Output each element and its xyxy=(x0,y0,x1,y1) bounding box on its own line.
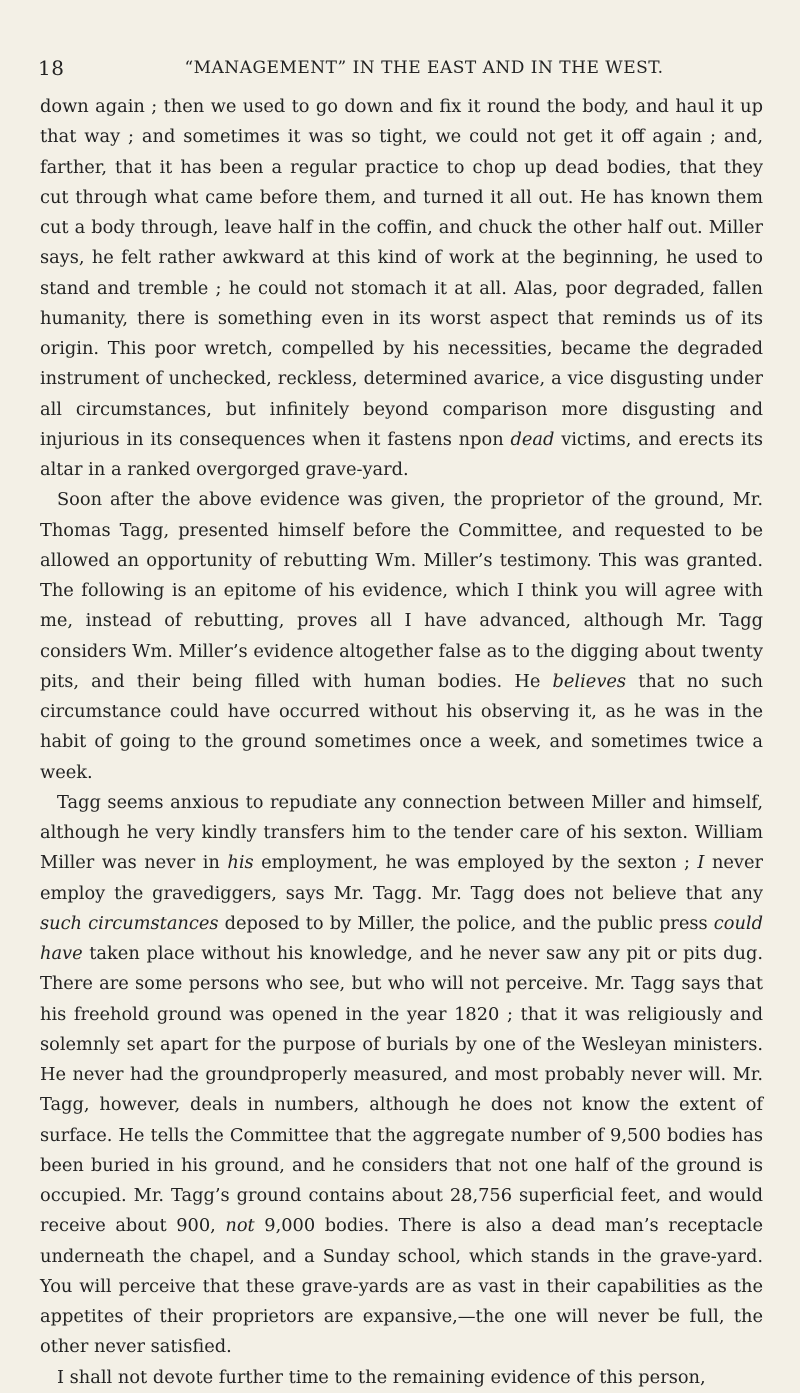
text-span: Tagg seems anxious to repudiate any connection between Miller and himself, although he very kindly transfers him to the tender care of his sexton. William Miller was never in xyxy=(40,791,763,874)
text-span: never employ the gravediggers, says Mr. Tagg. Mr. Tagg does not believe that any xyxy=(40,852,763,904)
text-span: that no such circumstance could have occurred without his observing it, as he was in the habit of going to the ground sometimes once a week, and sometimes twice a week. xyxy=(40,670,763,783)
body-text xyxy=(40,92,763,1393)
running-head: “MANAGEMENT” IN THE EAST AND IN THE WEST. xyxy=(184,58,664,78)
text-span: deposed to by Miller, the police, and the public press xyxy=(218,912,714,934)
paragraph-2 xyxy=(40,485,763,788)
page-number: 18 xyxy=(38,56,65,80)
italic-span: dead xyxy=(510,428,555,450)
text-span: Soon after the above evidence was given, the proprietor of the ground, Mr. Thomas Tagg, presented himself before the Committee, and requested to be allowed an opportunity of rebutting Wm. Miller’s testimony. This was granted. The following is an epitome of his evidence, which I think you will agree with me, instead of rebutting, proves all I have advanced, although Mr. Tagg considers Wm. Miller’s evidence altogether false as to the digging about twenty pits, and their being filled with human bodies. He xyxy=(40,489,763,692)
italic-span: I xyxy=(697,852,705,874)
text-span: down again ; then we used to go down and fix it round the body, and haul it up that way ; and sometimes it was so tight, we could not get it off again ; and, farther, that it has been a regular practice to chop up dead bodies, that they cut through what came before them, and turned it all out. He has known them cut a body through, leave half in the coffin, and chuck the other half out. Miller says, he felt rather awkward at this kind of work at the beginning, he used to stand and tremble ; he could not stomach it at all. Alas, poor degraded, fallen humanity, there is something even in its worst aspect that reminds us of its origin. This poor wretch, compelled by his necessities, became the degraded instrument of unchecked, reckless, determined avarice, a vice disgusting under all circumstances, but infinitely beyond comparison more disgusting and injurious in its consequences when it fastens npon xyxy=(40,96,763,450)
text-span: 9,000 bodies. There is also a dead man’s receptacle underneath the chapel, and a Sunday school, which stands in the grave-yard. You will perceive that these grave-yards are as vast in their capabilities as the appetites of their proprietors are expansive,—the one will never be full, the other never satisfied. xyxy=(40,1215,763,1358)
italic-span: could have xyxy=(40,912,763,964)
text-span: taken place without his knowledge, and he never saw any pit or pits dug. There are some persons who see, but who will not perceive. Mr. Tagg says that his freehold ground was opened in the year 1820 ; that it was religiously and solemnly set apart for the purpose of burials by one of the Wesleyan ministers. He never had the groundproperly measured, and most probably never will. Mr. Tagg, however, deals in numbers, although he does not know the extent of surface. He tells the Committee that the aggregate number of 9,500 bodies has been buried in his ground, and he considers that not one half of the ground is occupied. Mr. Tagg’s ground contains about 28,756 superficial feet, and would receive about 900, xyxy=(40,943,763,1237)
paragraph-1 xyxy=(40,92,763,485)
text-span: victims, and erects its altar in a ranked overgorged grave-yard. xyxy=(40,428,764,480)
text-span: employment, he was employed by the sexton ; xyxy=(253,852,698,874)
text-span: I shall not devote further time to the remaining evidence of this person, xyxy=(57,1366,706,1388)
italic-span: not xyxy=(225,1215,255,1237)
page-header xyxy=(38,56,760,80)
paragraph-4 xyxy=(40,1363,763,1393)
paragraph-3 xyxy=(40,788,763,1363)
italic-span: his xyxy=(227,852,254,874)
italic-span: believes xyxy=(552,670,627,692)
italic-span: such circumstances xyxy=(40,912,219,934)
